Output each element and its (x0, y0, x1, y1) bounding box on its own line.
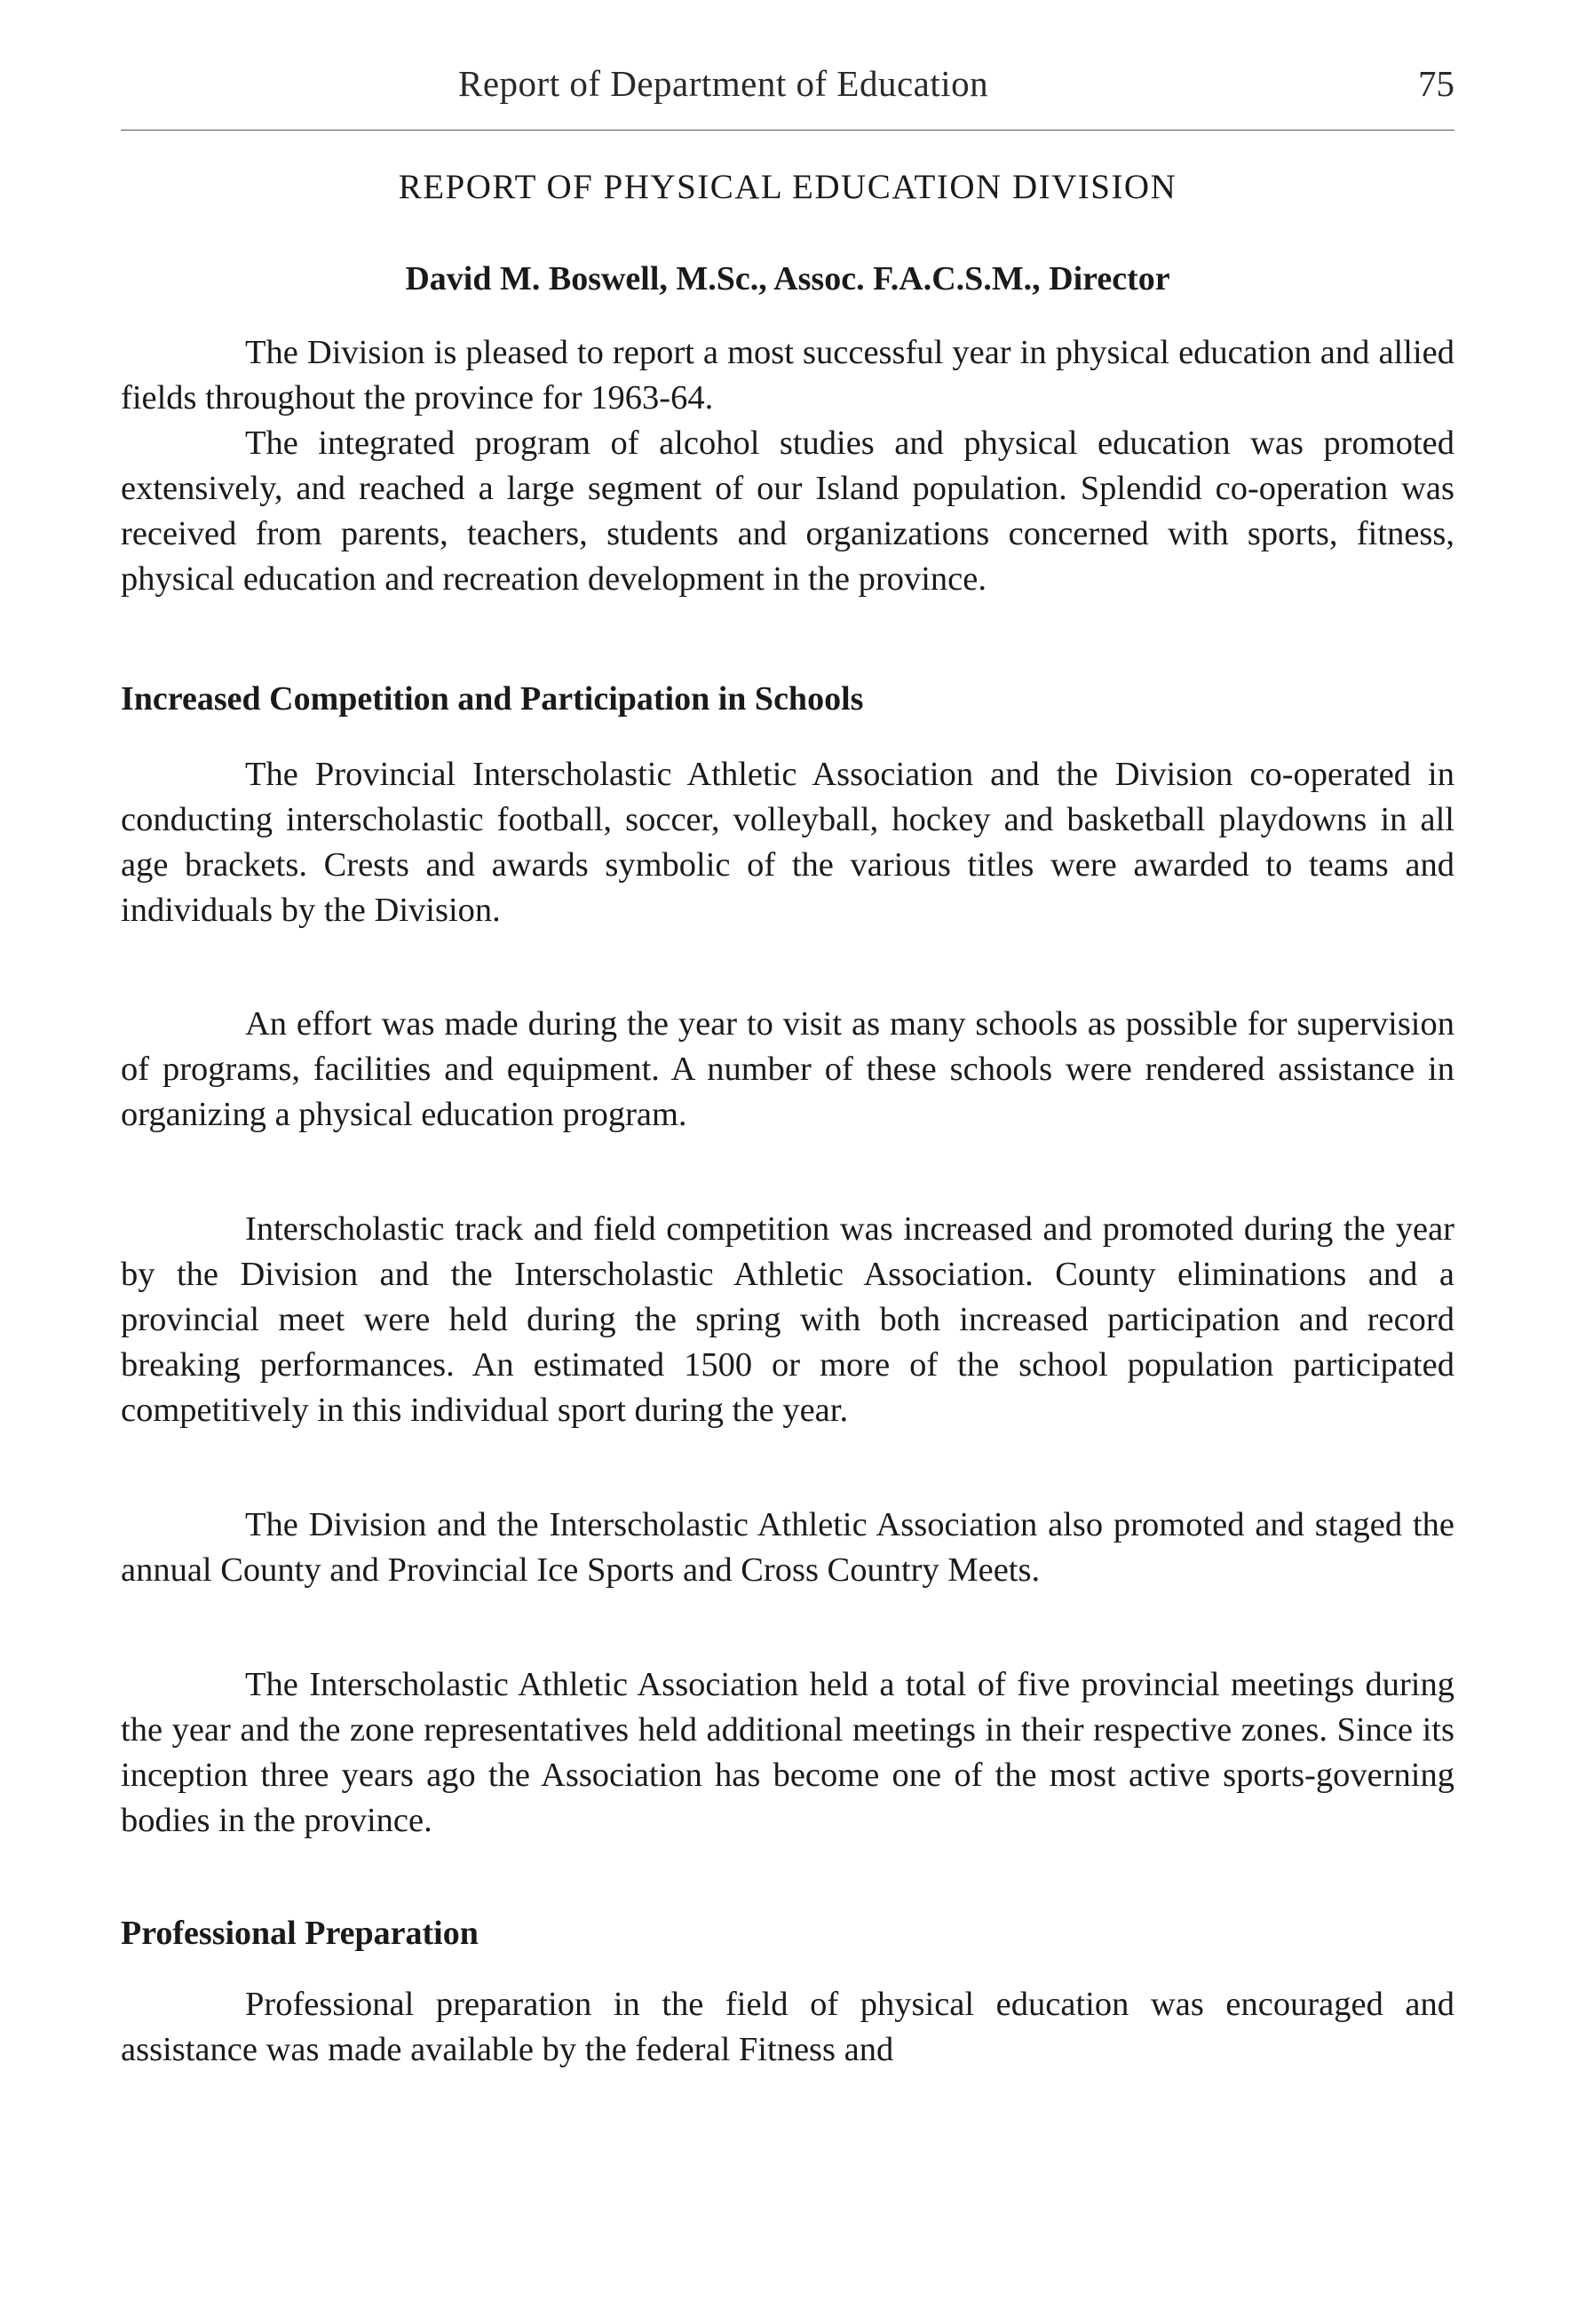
competition-paragraph-4: The Division and the Interscholastic Athletic Association also promoted and staged the annual County and Provincial Ice Sports and Cross Country Meets. (121, 1506, 1454, 1589)
running-head-title: Report of Department of Education (458, 63, 989, 104)
report-title: REPORT OF PHYSICAL EDUCATION DIVISION (398, 168, 1177, 206)
intro-paragraph: The Division is pleased to report a most successful year in physical education and allied fields throughout the province for 1963-64. (121, 334, 1454, 416)
page-number: 75 (1418, 63, 1454, 104)
header-rule (121, 130, 1454, 131)
section-heading-professional: Professional Preparation (121, 1915, 479, 1952)
competition-paragraph-1: The Provincial Interscholastic Athletic Association and the Division co-operated in conducting interscholastic football, soccer, volleyball, hockey and basketball playdowns in all age brackets. Crests and awards symbolic of the various titles were awarded to teams and individuals by the Division. (121, 756, 1454, 929)
competition-paragraph-2: An effort was made during the year to visit as many schools as possible for supervision of programs, facilities and equipment. A number of these schools were rendered assistance in organizing a physical education program. (121, 1005, 1454, 1133)
professional-paragraph-1: Professional preparation in the field of physical education was encouraged and assistance was made available by the federal Fitness and (121, 1986, 1454, 2068)
competition-paragraph-3: Interscholastic track and field competition was increased and promoted during the year by the Division and the Interscholastic Athletic Association. County eliminations and a provincial meet were held during the spring with both increased participation and record breaking performances. An estimated 1500 or more of the school population participated competitively in this individual sport during the year. (121, 1210, 1454, 1429)
running-head (121, 62, 1454, 115)
competition-paragraph-5: The Interscholastic Athletic Association held a total of five provincial meetings during the year and the zone representatives held additional meetings in their respective zones. Since its inception three years ago the Association has become one of the most active sports-governing bodies in the province. (121, 1666, 1454, 1839)
director-byline: David M. Boswell, M.Sc., Assoc. F.A.C.S.M., Director (405, 260, 1170, 297)
intro-paragraph-2: The integrated program of alcohol studies and physical education was promoted extensively, and reached a large segment of our Island population. Splendid co-operation was received from parents, teachers, students and organizations concerned with sports, fitness, physical education and recreation development in the province. (121, 424, 1454, 598)
section-heading-competition: Increased Competition and Participation in Schools (121, 680, 864, 718)
